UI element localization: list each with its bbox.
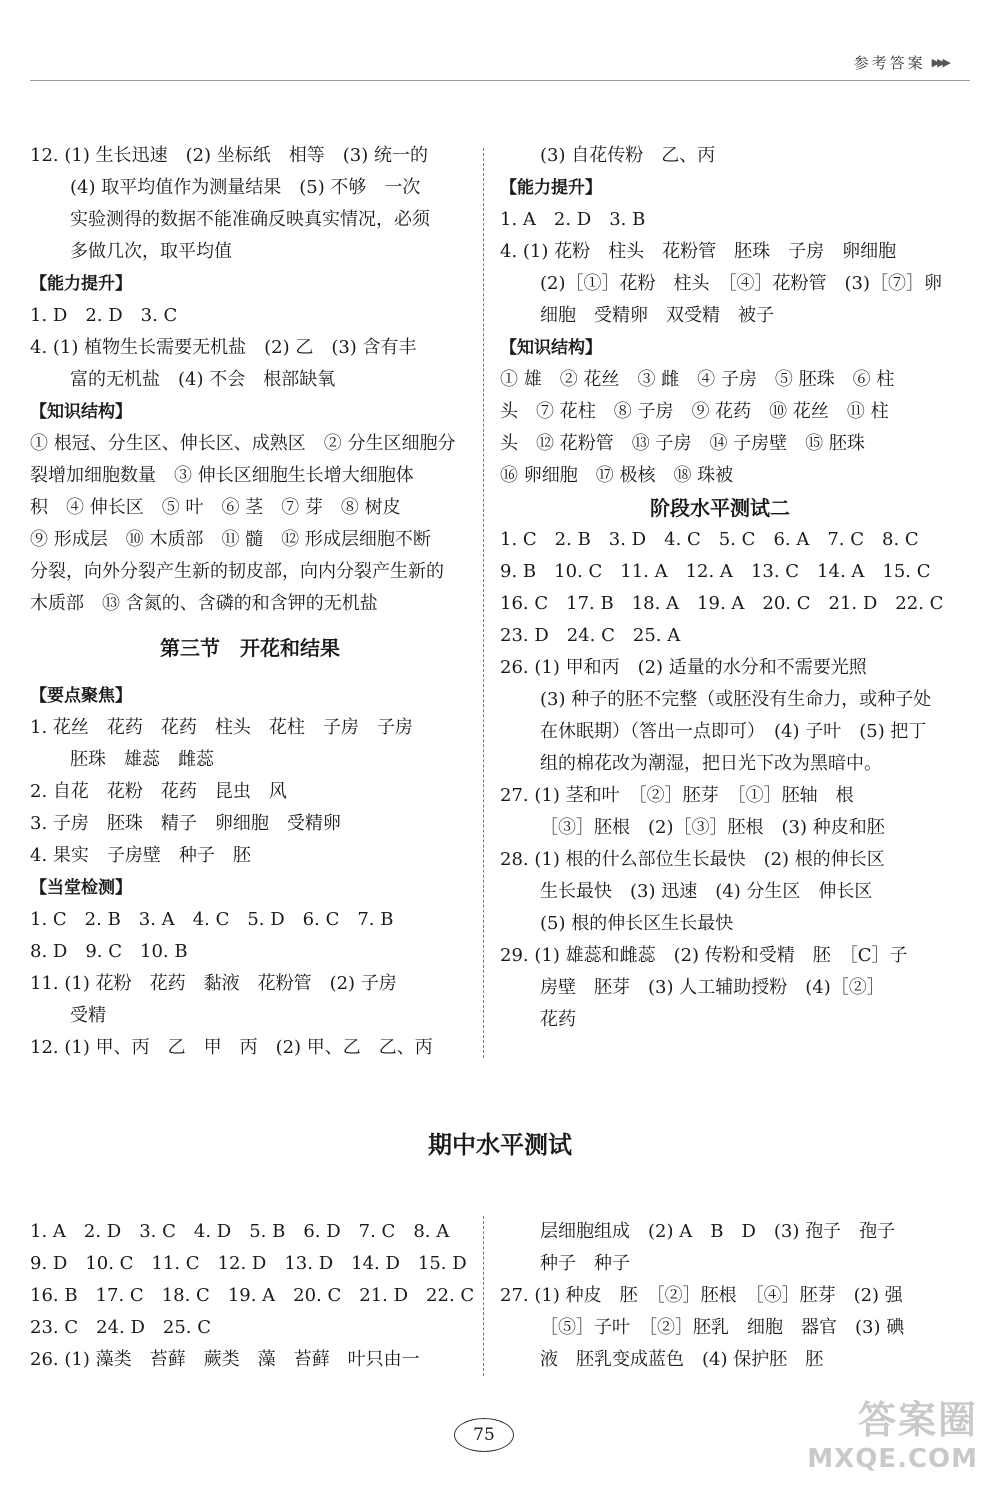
answer-line: 多做几次，取平均值 (70, 241, 232, 262)
answer-line: 生长最快 (3) 迅速 (4) 分生区 伸长区 (540, 881, 873, 902)
answer-line: 液 胚乳变成蓝色 (4) 保护胚 胚 (540, 1349, 824, 1370)
answer-line: 组的棉花改为潮湿，把日光下改为黑暗中。 (540, 753, 882, 774)
right-column (500, 140, 944, 1036)
answer-line: ［③］胚根 (2)［③］胚根 (3) 种皮和胚 (540, 817, 885, 838)
answer-line: 9. B 10. C 11. A 12. A 13. C 14. A 15. C (500, 561, 931, 582)
answer-line: 12. (1) 生长迅速 (2) 坐标纸 相等 (3) 统一的 (30, 145, 429, 166)
answer-line: 细胞 受精卵 双受精 被子 (540, 305, 774, 326)
answer-line: 4. (1) 花粉 柱头 花粉管 胚珠 子房 卵细胞 (500, 241, 897, 262)
answer-line: 层细胞组成 (2) A B D (3) 孢子 孢子 (540, 1221, 896, 1242)
section-title: 第三节 开花和结果 (160, 636, 340, 660)
answer-line: 23. D 24. C 25. A (500, 625, 681, 646)
section-heading: 【能力提升】 (500, 178, 602, 198)
answer-line: 2. 自花 花粉 花药 昆虫 风 (30, 781, 287, 802)
answer-line: 3. 子房 胚珠 精子 卵细胞 受精卵 (30, 813, 341, 834)
answer-line: (3) 自花传粉 乙、丙 (540, 145, 716, 166)
answer-line: 4. 果实 子房壁 种子 胚 (30, 845, 251, 866)
answer-line: ① 雄 ② 花丝 ③ 雌 ④ 子房 ⑤ 胚珠 ⑥ 柱 (500, 369, 895, 390)
answer-line: (4) 取平均值作为测量结果 (5) 不够 一次 (70, 177, 421, 198)
answer-line: 在休眠期）（答出一点即可） (4) 子叶 (5) 把丁 (540, 721, 927, 742)
answer-line: (3) 种子的胚不完整（或胚没有生命力，或种子处 (540, 689, 932, 710)
answer-line: 富的无机盐 (4) 不会 根部缺氧 (70, 369, 336, 390)
answer-line: 花药 (540, 1009, 576, 1030)
watermark (807, 1389, 978, 1474)
answer-line: 1. A 2. D 3. B (500, 209, 646, 230)
answer-line: ① 根冠、分生区、伸长区、成熟区 ② 分生区细胞分 (30, 433, 456, 454)
answer-line: 分裂，向外分裂产生新的韧皮部，向内分裂产生新的 (30, 561, 444, 582)
answer-line: 裂增加细胞数量 ③ 伸长区细胞生长增大细胞体 (30, 465, 414, 486)
bottom-left-column (30, 1216, 475, 1376)
answer-line: 头 ⑫ 花粉管 ⑬ 子房 ⑭ 子房壁 ⑮ 胚珠 (500, 433, 865, 454)
answer-line: 26. (1) 藻类 苔藓 蕨类 藻 苔藓 叶只由一 (30, 1349, 420, 1370)
watermark-logo: 答案圈 (857, 1398, 978, 1442)
answer-line: 1. C 2. B 3. D 4. C 5. C 6. A 7. C 8. C (500, 529, 919, 550)
answer-line: 11. (1) 花粉 花药 黏液 花粉管 (2) 子房 (30, 973, 397, 994)
header-rule (30, 80, 970, 81)
answer-line: 26. (1) 甲和丙 (2) 适量的水分和不需要光照 (500, 657, 867, 678)
midterm-test-title: 期中水平测试 (428, 1130, 572, 1159)
answer-line: 29. (1) 雄蕊和雌蕊 (2) 传粉和受精 胚 ［C］子 (500, 945, 908, 966)
answer-line: 种子 种子 (540, 1253, 630, 1274)
bottom-right-column (500, 1216, 940, 1376)
answer-line: 积 ④ 伸长区 ⑤ 叶 ⑥ 茎 ⑦ 芽 ⑧ 树皮 (30, 497, 401, 518)
answer-line: ⑨ 形成层 ⑩ 木质部 ⑪ 髓 ⑫ 形成层细胞不断 (30, 529, 431, 550)
column-divider-bottom (483, 1216, 484, 1376)
answer-line: 28. (1) 根的什么部位生长最快 (2) 根的伸长区 (500, 849, 885, 870)
answer-line: 胚珠 雄蕊 雌蕊 (70, 749, 214, 770)
answer-line: 27. (1) 种皮 胚 ［②］胚根 ［④］胚芽 (2) 强 (500, 1285, 903, 1306)
answer-line: 12. (1) 甲、丙 乙 甲 丙 (2) 甲、乙 乙、丙 (30, 1037, 433, 1058)
section-heading: 【知识结构】 (30, 402, 132, 422)
answer-line: 受精 (70, 1005, 106, 1026)
answer-line: 9. D 10. C 11. C 12. D 13. D 14. D 15. D (30, 1253, 467, 1274)
column-divider-top (483, 148, 484, 1058)
answer-line: 实验测得的数据不能准确反映真实情况，必须 (70, 209, 430, 230)
answer-line: 8. D 9. C 10. B (30, 941, 188, 962)
answer-line: 房壁 胚芽 (3) 人工辅助授粉 (4)［②］ (540, 977, 885, 998)
answer-line: 1. C 2. B 3. A 4. C 5. D 6. C 7. B (30, 909, 394, 930)
running-header (854, 52, 948, 73)
left-column (30, 140, 470, 1064)
answer-line: (2)［①］花粉 柱头 ［④］花粉管 (3)［⑦］卵 (540, 273, 942, 294)
answer-line: 27. (1) 茎和叶 ［②］胚芽 ［①］胚轴 根 (500, 785, 854, 806)
answer-line: (5) 根的伸长区生长最快 (540, 913, 734, 934)
answer-line: 1. 花丝 花药 花药 柱头 花柱 子房 子房 (30, 717, 413, 738)
header-label: 参考答案 (853, 54, 926, 72)
section-heading: 【知识结构】 (500, 338, 602, 358)
answer-line: 16. B 17. C 18. C 19. A 20. C 21. D 22. C (30, 1285, 475, 1306)
answer-line: ［⑤］子叶 ［②］胚乳 细胞 器官 (3) 碘 (540, 1317, 905, 1338)
answer-line: 1. D 2. D 3. C (30, 305, 178, 326)
answer-line: ⑯ 卵细胞 ⑰ 极核 ⑱ 珠被 (500, 465, 734, 486)
answer-line: 23. C 24. D 25. C (30, 1317, 212, 1338)
watermark-url: MXQE.COM (807, 1444, 978, 1474)
section-heading: 【能力提升】 (30, 274, 132, 294)
page-number: 75 (454, 1418, 514, 1452)
section-heading: 【要点聚焦】 (30, 686, 132, 706)
answer-line: 16. C 17. B 18. A 19. A 20. C 21. D 22. C (500, 593, 944, 614)
header-arrows-icon: ▶▶▶ (931, 56, 948, 69)
answer-line: 4. (1) 植物生长需要无机盐 (2) 乙 (3) 含有丰 (30, 337, 417, 358)
section-title: 阶段水平测试二 (650, 496, 790, 520)
answer-line: 头 ⑦ 花柱 ⑧ 子房 ⑨ 花药 ⑩ 花丝 ⑪ 柱 (500, 401, 889, 422)
answer-line: 1. A 2. D 3. C 4. D 5. B 6. D 7. C 8. A (30, 1221, 450, 1242)
answer-line: 木质部 ⑬ 含氮的、含磷的和含钾的无机盐 (30, 593, 378, 614)
section-heading: 【当堂检测】 (30, 878, 132, 898)
